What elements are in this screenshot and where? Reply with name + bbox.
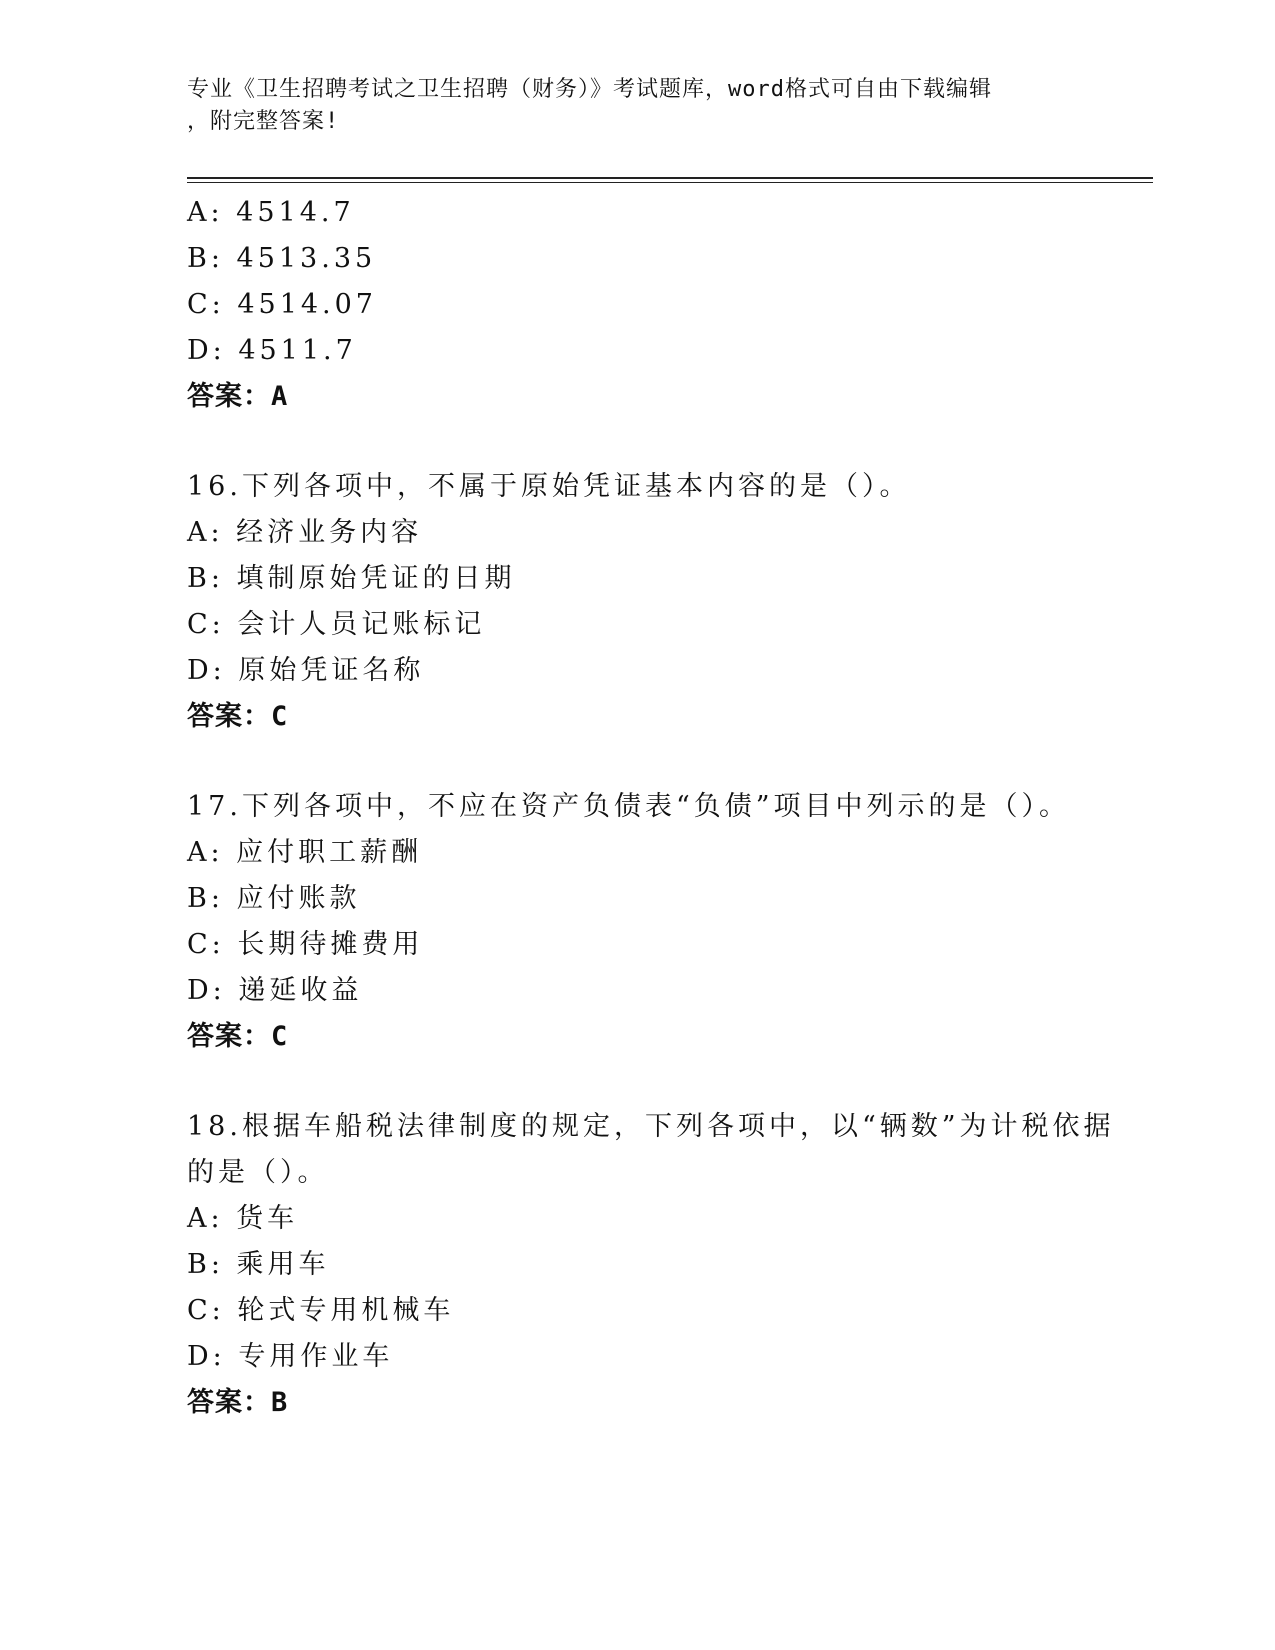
option-d: D: 专用作业车 (187, 1341, 394, 1372)
header-line-1: 专业《卫生招聘考试之卫生招聘（财务）》考试题库，word格式可自由下载编辑 (187, 77, 992, 102)
question-stem: 16.下列各项中，不属于原始凭证基本内容的是（）。 (187, 471, 911, 502)
question-list (187, 190, 1153, 1426)
question-stem-line-2: 的是（）。 (187, 1157, 329, 1188)
option-d: D: 4511.7 (187, 335, 357, 366)
answer-line: 答案：C (187, 1021, 289, 1052)
option-a: A: 4514.7 (187, 197, 355, 228)
option-c: C: 4514.07 (187, 289, 377, 320)
option-d: D: 递延收益 (187, 975, 363, 1006)
question-15-block (187, 190, 1153, 420)
document-header (187, 74, 1067, 138)
question-17-block (187, 784, 1153, 1060)
option-c: C: 轮式专用机械车 (187, 1295, 455, 1326)
question-stem-line-1: 18.根据车船税法律制度的规定，下列各项中，以“辆数”为计税依据 (187, 1111, 1115, 1142)
answer-line: 答案：A (187, 381, 289, 412)
header-line-2: ，附完整答案! (187, 109, 340, 134)
question-stem: 17.下列各项中，不应在资产负债表“负债”项目中列示的是（）。 (187, 791, 1071, 822)
option-b: B: 乘用车 (187, 1249, 330, 1280)
option-b: B: 4513.35 (187, 243, 377, 274)
answer-line: 答案：B (187, 1387, 289, 1418)
answer-line: 答案：C (187, 701, 289, 732)
option-d: D: 原始凭证名称 (187, 655, 425, 686)
option-a: A: 货车 (187, 1203, 299, 1234)
option-a: A: 应付职工薪酬 (187, 837, 423, 868)
option-c: C: 会计人员记账标记 (187, 609, 486, 640)
option-c: C: 长期待摊费用 (187, 929, 424, 960)
question-16-block (187, 464, 1153, 740)
question-18-block (187, 1104, 1153, 1426)
option-a: A: 经济业务内容 (187, 517, 423, 548)
header-divider-thin (187, 182, 1153, 183)
option-b: B: 应付账款 (187, 883, 361, 914)
option-b: B: 填制原始凭证的日期 (187, 563, 516, 594)
header-divider-thick (187, 177, 1153, 179)
